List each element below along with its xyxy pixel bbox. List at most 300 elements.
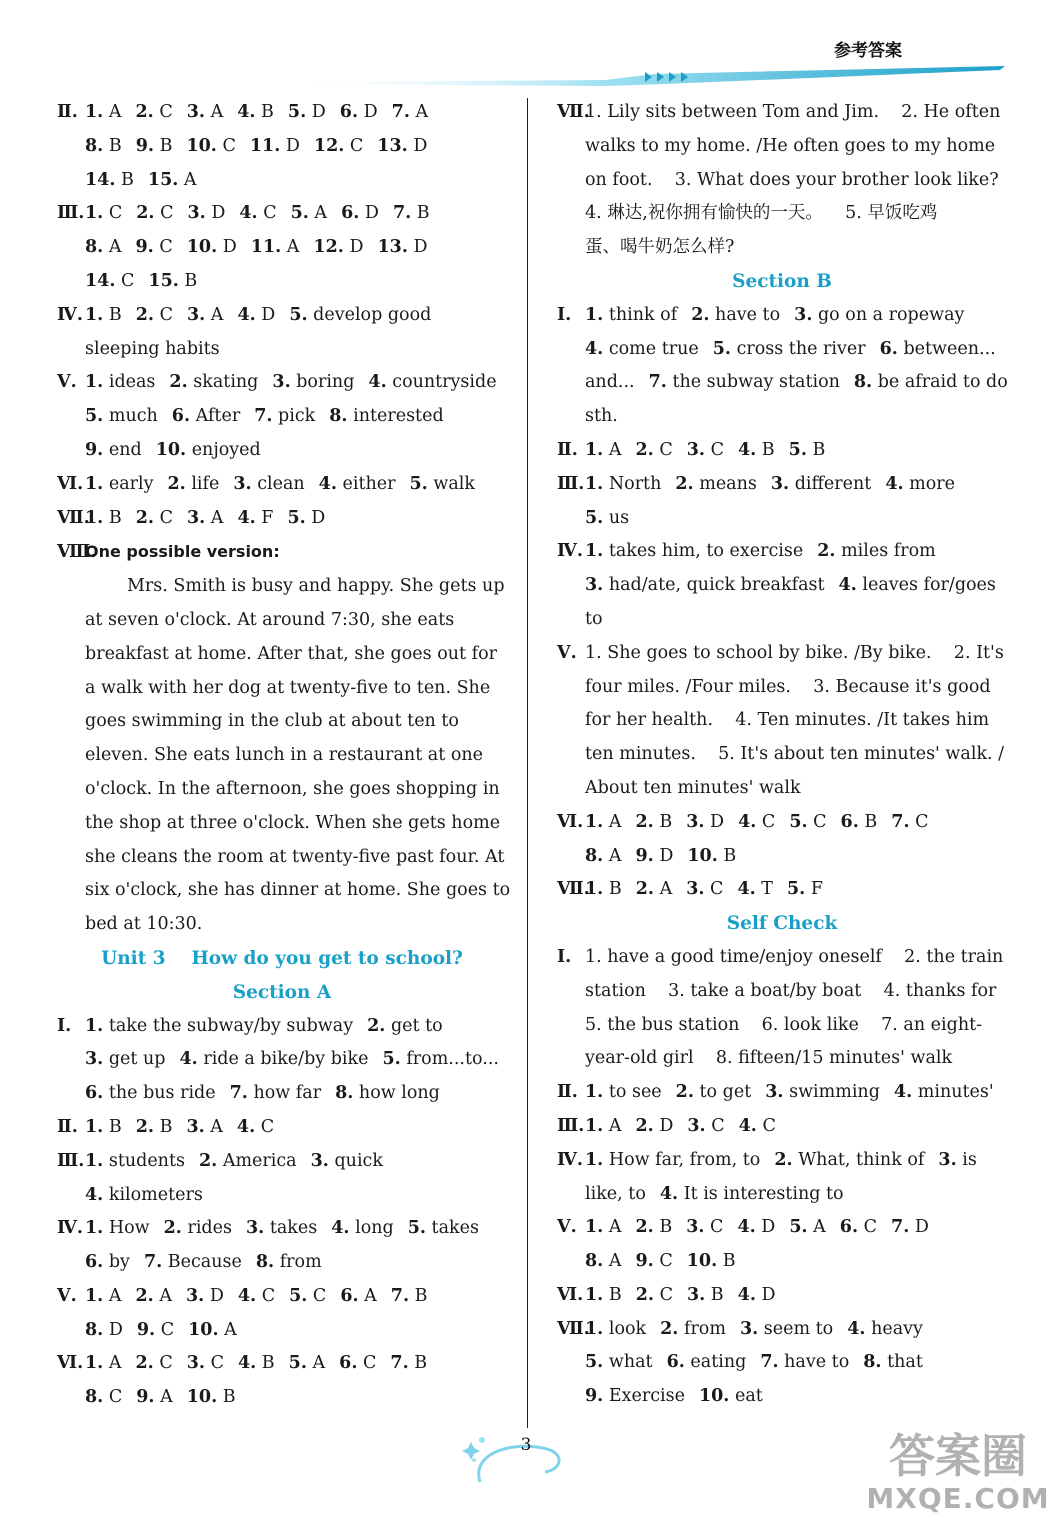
answer-item: 6. C — [339, 1353, 377, 1374]
answer-line — [57, 434, 507, 468]
answer-line — [57, 197, 507, 231]
answer-item: 2. C — [136, 203, 174, 224]
answer-item: 10. eat — [698, 1386, 763, 1407]
answer-item: 12. C — [313, 135, 364, 156]
answer-line — [557, 164, 1007, 198]
answer-item: 4. C — [738, 1115, 776, 1136]
answer-item: 7. B — [390, 1353, 428, 1374]
answer-item: 7. the subway station — [648, 372, 840, 393]
answer-item: 3. D — [185, 1285, 224, 1306]
answer-item: 2. B — [135, 1116, 173, 1137]
answer-item: 3. A — [186, 1116, 223, 1137]
answer-item: 2. C — [135, 507, 173, 528]
exercise-group — [557, 96, 1007, 265]
roman-numeral: Ⅶ. — [557, 102, 590, 122]
answer-item: 8. A — [585, 1251, 622, 1272]
answer-item: 3. had/ate, quick breakfast — [585, 575, 825, 596]
answer-text: station 3. take a boat/by boat 4. thanks for — [585, 980, 997, 1001]
answer-item: 3. get up — [85, 1049, 166, 1070]
exercise-group — [557, 1279, 1007, 1313]
answer-item: 2. B — [635, 811, 673, 832]
exercise-group — [57, 1347, 507, 1415]
answer-item: 3. B — [686, 1284, 724, 1305]
answer-line — [557, 502, 1007, 536]
answer-line — [557, 806, 1007, 840]
answer-line — [57, 502, 507, 536]
answer-line — [557, 704, 1007, 738]
answer-item: 11. A — [250, 237, 300, 258]
essay-line: bed at 10:30. — [85, 914, 203, 935]
answer-item: 7. how far — [229, 1083, 322, 1104]
answer-line — [557, 1211, 1007, 1245]
answer-item: 8. be afraid to do — [853, 372, 1008, 393]
answer-item: 8. from — [255, 1252, 322, 1273]
answer-item: 5. D — [287, 102, 326, 122]
answer-line — [557, 333, 1007, 367]
answer-line — [57, 1111, 507, 1145]
answer-item: 1. ideas — [85, 372, 156, 393]
answer-item: 6. the bus ride — [85, 1083, 216, 1104]
answer-line — [557, 603, 1007, 637]
exercise-group — [557, 1076, 1007, 1110]
answer-item: 2. D — [635, 1115, 674, 1136]
roman-numeral: Ⅳ. — [57, 304, 83, 325]
answer-item: 8. D — [85, 1319, 123, 1340]
exercise-group — [557, 1144, 1007, 1212]
answer-item: 6. by — [85, 1252, 130, 1273]
answer-item: 3. boring — [272, 372, 355, 393]
answer-item: 3. C — [686, 879, 724, 900]
roman-numeral: Ⅲ. — [57, 1150, 85, 1171]
answer-item: 2. C — [135, 102, 173, 122]
section-b-title: Section B — [732, 270, 832, 292]
header-label: 参考答案 — [834, 41, 902, 61]
answer-item: 2. from — [660, 1318, 726, 1339]
answer-item: 6. A — [340, 1285, 377, 1306]
answer-item: 6. After — [171, 406, 241, 427]
answer-item: and... — [585, 372, 635, 393]
roman-numeral: Ⅲ. — [557, 473, 585, 494]
answer-item: 2. C — [635, 1284, 673, 1305]
watermark-logo: 答案圈 — [889, 1429, 1027, 1483]
answer-item: 1. take the subway/by subway — [85, 1015, 354, 1036]
essay-line: six o'clock, she has dinner at home. She goes to — [85, 880, 511, 901]
answer-item: 9. end — [85, 439, 142, 460]
answer-line — [557, 1178, 1007, 1212]
exercise-group — [57, 96, 507, 197]
answer-item: 5. A — [288, 1353, 326, 1374]
answer-item: 10. B — [687, 845, 737, 866]
answer-item: 2. means — [675, 473, 757, 494]
answer-item: 1. A — [85, 1285, 122, 1306]
essay-line: breakfast at home. After that, she goes out for — [85, 643, 497, 664]
answer-item: 5. B — [788, 439, 826, 460]
answer-item: 4. more — [885, 473, 956, 494]
answer-line — [57, 130, 507, 164]
answer-text: for her health. 4. Ten minutes. /It takes him — [585, 710, 990, 731]
answer-item: 2. C — [135, 304, 173, 325]
answer-item: 3. A — [186, 304, 224, 325]
answer-text: 4. 琳达,祝你拥有愉快的一天。 5. 早饭吃鸡 — [585, 203, 938, 224]
answer-item: 4. kilometers — [85, 1184, 203, 1205]
roman-numeral: Ⅲ. — [57, 203, 85, 224]
answer-item: 4. countryside — [368, 372, 497, 393]
answer-line — [57, 1010, 507, 1044]
answer-line — [557, 197, 1007, 231]
answer-line — [557, 434, 1007, 468]
answer-item: 15. A — [147, 169, 197, 190]
answer-item: 7. Because — [143, 1252, 242, 1273]
answer-item: 1. A — [585, 439, 622, 460]
answer-item: 9. B — [135, 135, 173, 156]
answer-text: 1. She goes to school by bike. /By bike. 2. It's — [585, 642, 1004, 663]
answer-line — [57, 1347, 507, 1381]
essay-line: o'clock. In the afternoon, she goes shopping in — [85, 778, 500, 799]
essay-line: eleven. She eats lunch in a restaurant at one — [85, 745, 483, 766]
answer-item: 1. B — [85, 507, 122, 528]
answer-item: 3. swimming — [765, 1082, 880, 1103]
answer-item: 10. B — [686, 1251, 736, 1272]
answer-line — [557, 1380, 1007, 1414]
answer-text: 1. Lily sits between Tom and Jim. 2. He often — [585, 102, 1001, 122]
answer-item: 4. D — [737, 1217, 776, 1238]
roman-numeral: Ⅵ. — [557, 811, 584, 832]
answer-item: 3. A — [186, 507, 224, 528]
answer-line — [57, 265, 507, 299]
answer-item: 6. eating — [666, 1352, 747, 1373]
exercise-group — [57, 1111, 507, 1145]
roman-numeral: Ⅵ. — [57, 473, 84, 494]
answer-item: 5. walk — [409, 473, 475, 494]
answer-item: 2. What, think of — [774, 1149, 925, 1170]
answer-item: 12. D — [313, 237, 364, 258]
answer-item: 4. It is interesting to — [659, 1183, 844, 1204]
answer-item: 5. A — [789, 1217, 826, 1238]
answer-item: 4. leaves for/goes — [838, 575, 996, 596]
answer-line — [57, 1280, 507, 1314]
answer-line — [57, 1145, 507, 1179]
answer-line — [557, 1076, 1007, 1110]
answer-item: 3. is — [938, 1149, 977, 1170]
answer-item: 7. D — [891, 1217, 929, 1238]
answer-line — [557, 1245, 1007, 1279]
exercise-group — [57, 1145, 507, 1213]
answer-item: 1. takes him, to exercise — [585, 541, 804, 562]
answer-line — [557, 231, 1007, 265]
answer-line — [557, 1110, 1007, 1144]
left-column — [57, 96, 511, 1415]
answer-line — [57, 1212, 507, 1246]
answer-item: 6. D — [339, 102, 378, 122]
roman-numeral: Ⅲ. — [557, 1115, 585, 1136]
answer-item: 1. How — [85, 1218, 150, 1239]
answer-line — [557, 1279, 1007, 1313]
answer-item: 1. students — [85, 1150, 185, 1171]
answer-item: 4. D — [737, 1284, 776, 1305]
answer-item: 5. D — [287, 507, 326, 528]
roman-numeral: Ⅴ. — [557, 642, 577, 663]
answer-item: 5. much — [85, 406, 158, 427]
answer-item: 3. seem to — [739, 1318, 834, 1339]
answer-item: 4. B — [237, 102, 274, 122]
answer-item: 10. B — [186, 1387, 236, 1408]
answer-line — [557, 1009, 1007, 1043]
answer-item: 3. different — [770, 473, 872, 494]
roman-numeral: Ⅰ. — [557, 304, 572, 325]
answer-item: 1. B — [585, 1284, 622, 1305]
exercise-group — [557, 1110, 1007, 1144]
answer-line — [57, 96, 507, 130]
roman-numeral: Ⅱ. — [57, 102, 78, 122]
answer-line — [557, 637, 1007, 671]
essay-line: at seven o'clock. At around 7:30, she eats — [85, 609, 455, 630]
answer-line — [557, 772, 1007, 806]
answer-line — [557, 535, 1007, 569]
answer-line — [57, 1043, 507, 1077]
exercise-group — [557, 299, 1007, 434]
answer-item: 2. B — [635, 1217, 673, 1238]
answer-item: 1. B — [85, 1116, 122, 1137]
answer-item: 4. B — [737, 439, 775, 460]
answer-item: 3. A — [186, 102, 224, 122]
answer-line — [557, 299, 1007, 333]
roman-numeral: Ⅴ. — [57, 1285, 77, 1306]
answer-item: 15. B — [148, 270, 198, 291]
answer-text: 1. have a good time/enjoy oneself 2. the train — [585, 946, 1004, 967]
answer-item: 1. C — [85, 203, 123, 224]
answer-line — [57, 299, 507, 333]
answer-item: sleeping habits — [85, 338, 220, 359]
answer-item: 2. rides — [163, 1218, 232, 1239]
answer-item: 7. B — [392, 203, 430, 224]
section-a-title: Section A — [232, 981, 332, 1003]
answer-line — [557, 738, 1007, 772]
answer-item: 3. D — [187, 203, 226, 224]
answer-item: 5. C — [289, 1285, 327, 1306]
answer-item: 2. A — [135, 1285, 172, 1306]
exercise-group — [57, 299, 507, 367]
answer-item: 3. D — [686, 811, 725, 832]
answer-item: 8. A — [585, 845, 622, 866]
answer-item: 2. America — [198, 1150, 297, 1171]
exercise-group — [557, 941, 1007, 1076]
sample-essay — [57, 570, 511, 942]
answer-item: 3. quick — [310, 1150, 383, 1171]
answer-text: walks to my home. /He often goes to my home — [585, 135, 996, 156]
answer-item: 1. A — [585, 1217, 622, 1238]
roman-numeral: Ⅶ. — [557, 879, 590, 900]
writing-title: One possible version: — [85, 542, 280, 562]
answer-item: 7. have to — [760, 1352, 850, 1373]
answer-item: 1. How far, from, to — [585, 1149, 761, 1170]
answer-item: 3. C — [687, 1115, 725, 1136]
answer-item: 1. A — [85, 102, 122, 122]
answer-item: 4. C — [237, 1285, 276, 1306]
exercise-group — [57, 1280, 507, 1348]
answer-item: 10. C — [186, 135, 236, 156]
roman-numeral: Ⅰ. — [557, 946, 572, 967]
answer-line — [557, 1346, 1007, 1380]
answer-item: 8. interested — [329, 406, 444, 427]
answer-item: 5. cross the river — [712, 338, 866, 359]
answer-item: 4. B — [237, 1353, 275, 1374]
answer-item: 2. have to — [691, 304, 781, 325]
answer-item: 4. ride a bike/by bike — [179, 1049, 369, 1070]
answer-item: 11. D — [249, 135, 300, 156]
answer-line — [557, 1042, 1007, 1076]
exercise-group — [57, 366, 507, 467]
answer-line — [57, 1314, 507, 1348]
answer-item: 6. B — [840, 811, 878, 832]
answer-item: 4. come true — [585, 338, 699, 359]
answer-item: 4. heavy — [847, 1318, 923, 1339]
answer-line — [557, 873, 1007, 907]
answer-item: 1. think of — [585, 304, 678, 325]
answer-item: 5. C — [789, 811, 827, 832]
answer-item: 13. D — [377, 135, 428, 156]
exercise-group — [57, 197, 507, 298]
answer-item: 1. A — [585, 811, 622, 832]
essay-line: she cleans the room at twenty-five past four. At — [85, 846, 505, 867]
answer-item: 3. takes — [245, 1218, 318, 1239]
exercise-group — [57, 1010, 507, 1111]
answer-item: 8. that — [863, 1352, 923, 1373]
essay-line: the shop at three o'clock. When she gets home — [85, 812, 501, 833]
answer-item: 3. go on a ropeway — [794, 304, 965, 325]
page-number: 3 — [520, 1435, 532, 1455]
essay-line: goes swimming in the club at about ten to — [85, 711, 459, 732]
roman-numeral: Ⅶ. — [557, 1318, 590, 1339]
answer-item: 2. get to — [367, 1015, 443, 1036]
answer-line — [57, 366, 507, 400]
answer-item: 2. miles from — [817, 541, 936, 562]
roman-numeral: Ⅳ. — [557, 541, 583, 562]
answer-item: 13. D — [377, 237, 428, 258]
exercise-group — [557, 1313, 1007, 1414]
answer-item: 8. A — [85, 237, 122, 258]
answer-item: 4. long — [331, 1218, 394, 1239]
roman-numeral: Ⅱ. — [557, 439, 578, 460]
answer-item: 9. Exercise — [585, 1386, 685, 1407]
site-watermark — [858, 1410, 1058, 1530]
answer-line — [557, 569, 1007, 603]
answer-item: 5. takes — [407, 1218, 479, 1239]
essay-line: a walk with her dog at twenty-five to ten. She — [85, 677, 491, 698]
answer-item: 4. D — [237, 304, 276, 325]
answer-item: 1. to see — [585, 1082, 662, 1103]
answer-item: 10. A — [188, 1319, 237, 1340]
answer-item: 10. enjoyed — [155, 439, 261, 460]
essay-line: Mrs. Smith is busy and happy. She gets up — [127, 576, 505, 597]
answer-item: 10. D — [186, 237, 237, 258]
answer-item: 3. C — [686, 1217, 724, 1238]
exercise-group — [57, 1212, 507, 1280]
exercise-group — [557, 873, 1007, 907]
answer-text: ten minutes. 5. It's about ten minutes' walk. / — [585, 744, 1005, 765]
answer-item: 5. A — [290, 203, 328, 224]
roman-numeral: Ⅵ. — [557, 1284, 584, 1305]
answer-item: 8. B — [85, 135, 122, 156]
answer-item: 9. C — [136, 1319, 175, 1340]
answer-line — [57, 231, 507, 265]
answer-item: 9. D — [635, 845, 674, 866]
answer-line — [557, 975, 1007, 1009]
answer-item: like, to — [585, 1183, 646, 1204]
answer-item: 9. A — [136, 1387, 173, 1408]
writing-heading — [57, 535, 507, 570]
answer-item: 2. C — [635, 439, 673, 460]
answer-item: 3. C — [186, 1353, 224, 1374]
exercise-group — [57, 502, 507, 536]
answer-item: 5. what — [585, 1352, 653, 1373]
answer-item: 6. C — [839, 1217, 878, 1238]
answer-item: 4. C — [738, 811, 776, 832]
roman-numeral: Ⅷ. — [57, 542, 97, 563]
answer-item: 4. C — [239, 203, 277, 224]
answer-item: 1. A — [85, 1353, 122, 1374]
answer-item: 14. C — [85, 270, 135, 291]
answer-line — [57, 400, 507, 434]
exercise-group — [557, 434, 1007, 468]
answer-item: 1. B — [85, 304, 122, 325]
answer-line — [57, 1381, 507, 1415]
answer-line — [57, 1077, 507, 1111]
answer-item: 7. pick — [254, 406, 316, 427]
self-check-title: Self Check — [726, 913, 838, 935]
answer-item: 5. develop good — [289, 304, 432, 325]
answer-item: 8. how long — [335, 1083, 440, 1104]
answer-item: 9. C — [135, 237, 173, 258]
answer-item: 1. North — [585, 473, 662, 494]
exercise-group — [557, 535, 1007, 636]
header-decoration-bar — [275, 60, 1005, 96]
exercise-group — [557, 468, 1007, 536]
answer-item: 2. to get — [675, 1082, 752, 1103]
answer-line — [557, 96, 1007, 130]
answer-line — [557, 1144, 1007, 1178]
roman-numeral: Ⅴ. — [57, 372, 77, 393]
answer-item: 5. from...to... — [382, 1049, 499, 1070]
exercise-group — [557, 1211, 1007, 1279]
answer-line — [557, 941, 1007, 975]
exercise-group — [557, 637, 1007, 806]
answer-line — [557, 468, 1007, 502]
roman-numeral: Ⅵ. — [57, 1353, 84, 1374]
watermark-url: MXQE.COM — [866, 1482, 1050, 1515]
answer-line — [557, 366, 1007, 400]
answer-line — [557, 1313, 1007, 1347]
unit-title: Unit 3 How do you get to school? — [101, 947, 463, 969]
answer-item: to — [585, 608, 603, 629]
answer-item: 1. look — [585, 1318, 647, 1339]
answer-item: sth. — [585, 406, 618, 427]
answer-line — [57, 333, 507, 367]
answer-item: 2. C — [135, 1353, 173, 1374]
answer-text: year-old girl 8. fifteen/15 minutes' walk — [585, 1048, 953, 1069]
exercise-group — [557, 806, 1007, 874]
answer-item: 14. B — [85, 169, 134, 190]
answer-item: 5. F — [786, 879, 823, 900]
answer-line — [57, 468, 507, 502]
answer-line — [557, 400, 1007, 434]
roman-numeral: Ⅳ. — [57, 1218, 83, 1239]
answer-item: 3. C — [686, 439, 724, 460]
answer-item: 6. D — [341, 203, 379, 224]
answer-item: 4. F — [237, 507, 274, 528]
answer-item: 1. early — [85, 473, 154, 494]
answer-line — [557, 671, 1007, 705]
answer-item: 1. A — [585, 1115, 622, 1136]
